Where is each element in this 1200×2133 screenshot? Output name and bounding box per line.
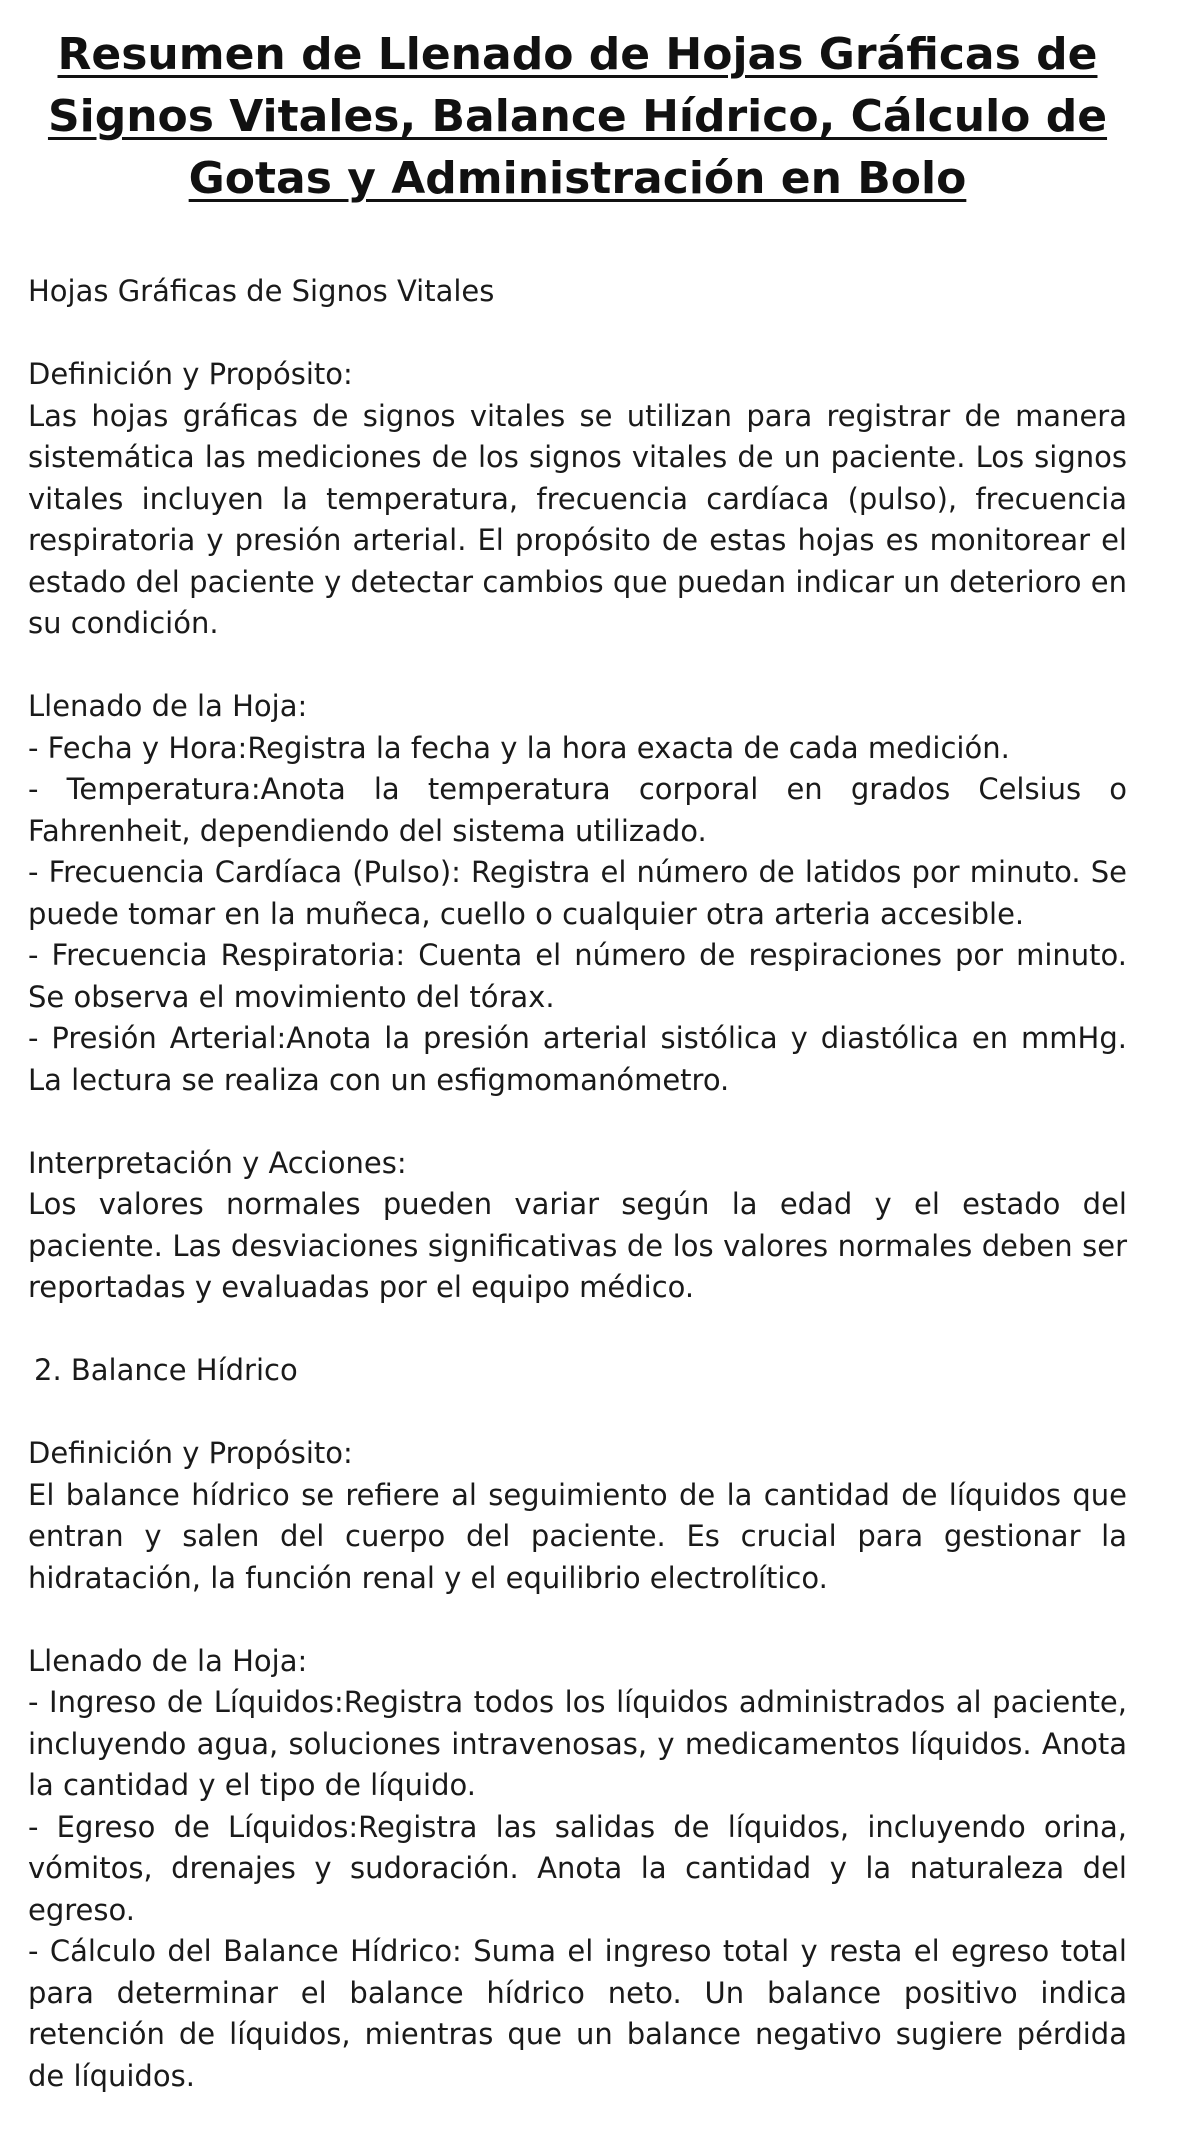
definition-label: Definición y Propósito: — [28, 357, 353, 391]
list-item: - Ingreso de Líquidos:Registra todos los líquidos administrados al paciente, incluyendo agua, soluciones intravenosas, y medicamentos líquidos. Anota la cantidad y el tipo de líquido. — [28, 1685, 1127, 1802]
list-item: - Cálculo del Balance Hídrico: Suma el ingreso total y resta el egreso total para determinar el balance hídrico neto. Un balance positivo indica retención de líquidos, mientras que un balance negativo sugiere pérdida de líquidos. — [28, 1934, 1127, 2093]
definition-label: Definición y Propósito: — [28, 1436, 353, 1470]
section-heading-fluid-balance: 2. Balance Hídrico — [34, 1353, 298, 1387]
spacer — [28, 313, 1127, 355]
filling-label: Llenado de la Hoja: — [28, 1643, 308, 1678]
section-heading-vital-signs: Hojas Gráficas de Signos Vitales — [28, 274, 495, 308]
definition-paragraph: Las hojas gráficas de signos vitales se utilizan para registrar de manera sistemática las mediciones de los signos vitales de un paciente. Los signos vitales incluyen la temperatura, frecuencia cardíaca (pulso), frecuencia respiratoria y presión arterial. El propósito de estas hojas es monitorear el estado del paciente y detectar cambios que puedan indicar un deterioro en su condición. — [28, 398, 1127, 640]
list-item: - Temperatura:Anota la temperatura corporal en grados Celsius o Fahrenheit, dependiendo del sistema utilizado. — [28, 772, 1127, 848]
interpretation-paragraph: Los valores normales pueden variar según la edad y el estado del paciente. Las desviaciones significativas de los valores normales deben ser reportadas y evaluadas por el equipo médico. — [28, 1187, 1127, 1304]
list-item: - Presión Arterial:Anota la presión arterial sistólica y diastólica en mmHg. La lectura se realiza con un esfigmomanómetro. — [28, 1021, 1127, 1097]
spacer — [28, 1599, 1127, 1641]
filling-label: Llenado de la Hoja: — [28, 689, 308, 723]
spacer — [28, 1392, 1127, 1434]
spacer — [28, 1309, 1127, 1351]
list-item: - Frecuencia Cardíaca (Pulso): Registra el número de latidos por minuto. Se puede tomar en la muñeca, cuello o cualquier otra arteria accesible. — [28, 855, 1127, 931]
spacer — [28, 645, 1127, 687]
interpretation-label: Interpretación y Acciones: — [28, 1145, 407, 1180]
list-item: - Frecuencia Respiratoria: Cuenta el número de respiraciones por minuto. Se observa el movimiento del tórax. — [28, 938, 1127, 1014]
list-item: - Egreso de Líquidos:Registra las salidas de líquidos, incluyendo orina, vómitos, drenajes y sudoración. Anota la cantidad y la naturaleza del egreso. — [28, 1809, 1127, 1927]
document-body — [28, 271, 1127, 2097]
document-title: Resumen de Llenado de Hojas Gráficas de Signos Vitales, Balance Hídrico, Cálculo de Gotas y Administración en Bolo — [47, 29, 1108, 204]
definition-paragraph: El balance hídrico se refiere al seguimiento de la cantidad de líquidos que entran y salen del cuerpo del paciente. Es crucial para gestionar la hidratación, la función renal y el equilibrio electrolítico. — [28, 1477, 1127, 1595]
list-item: - Fecha y Hora:Registra la fecha y la hora exacta de cada medición. — [28, 730, 1010, 765]
spacer — [28, 1101, 1127, 1143]
